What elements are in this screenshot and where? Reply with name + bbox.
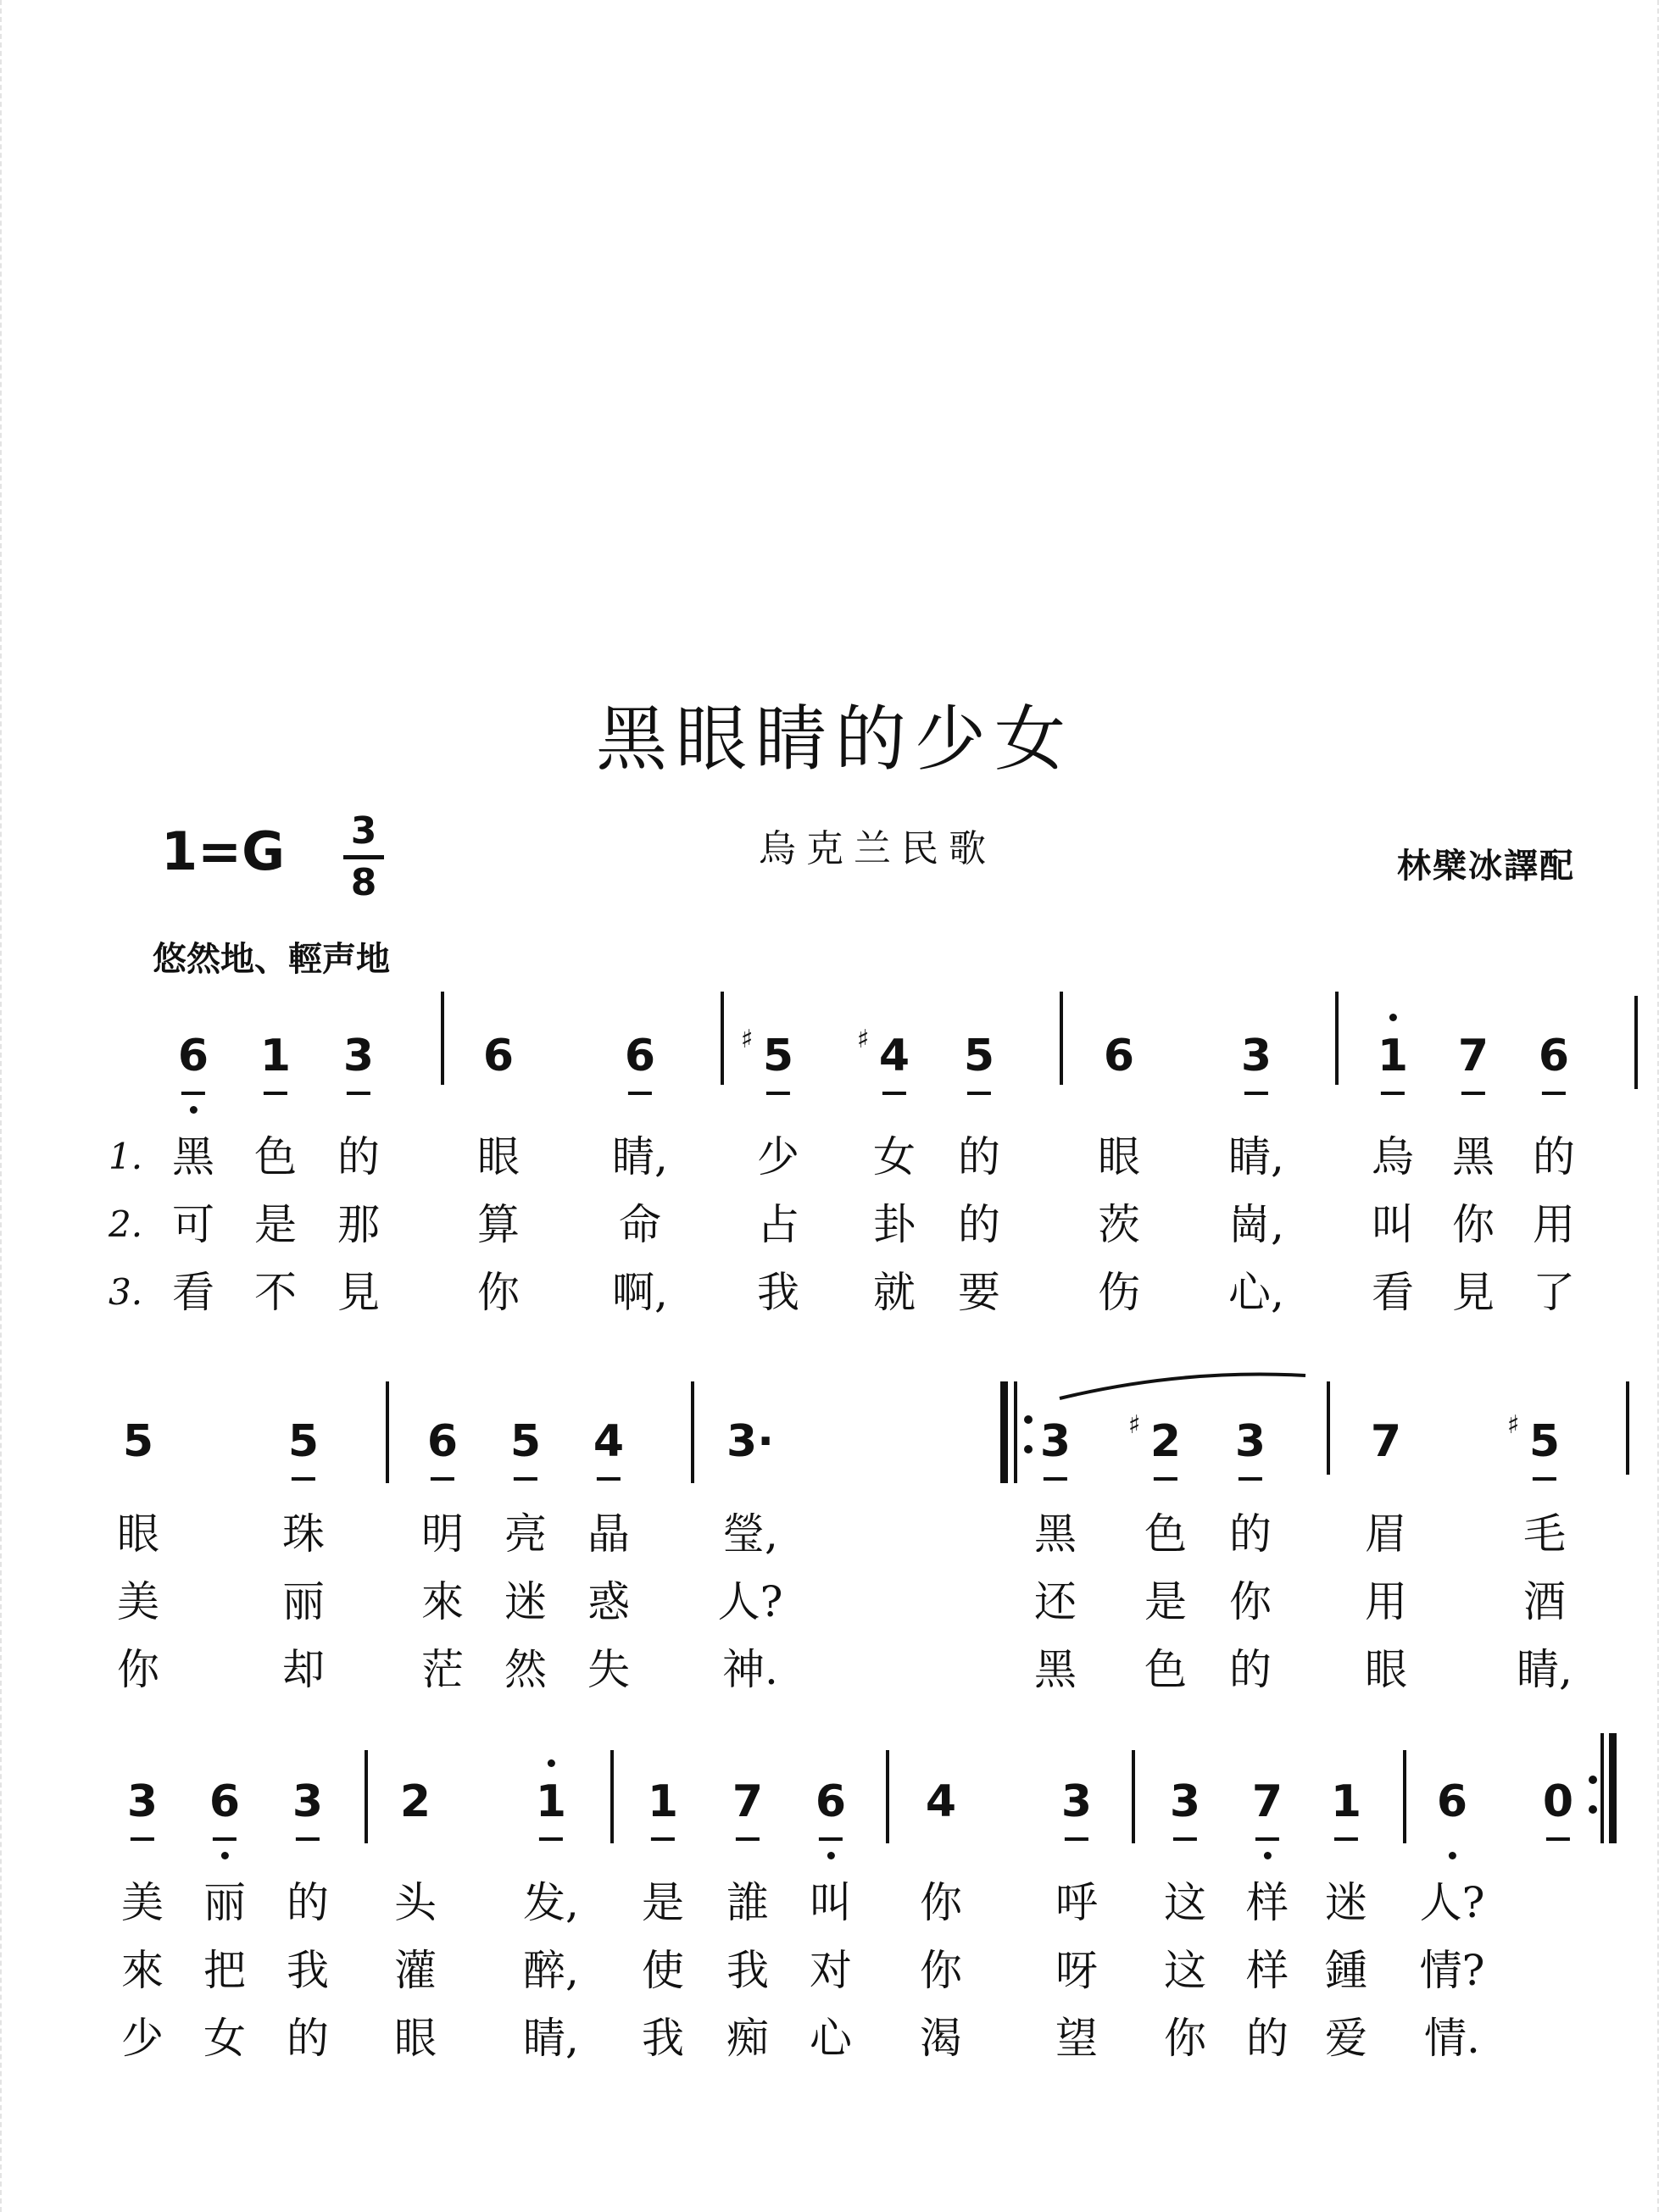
- note-digit: 6: [624, 1031, 656, 1081]
- lyric-syllable: 少: [757, 1132, 799, 1181]
- bar-line: [1403, 1750, 1406, 1843]
- note: [1103, 1031, 1135, 1081]
- note-digit: 6: [177, 1031, 209, 1081]
- left-edge-dashes: [0, 0, 10, 2212]
- lyric-syllable: 黑: [1034, 1645, 1077, 1694]
- lyric-syllable: 痴: [726, 2014, 769, 2063]
- lyric-syllable: 看: [172, 1268, 214, 1317]
- eighth-underline: [1381, 1092, 1405, 1095]
- lyric-syllable: 却: [282, 1645, 325, 1694]
- lyric-syllable: 呼: [1055, 1878, 1098, 1927]
- lyric-syllable: 你: [1229, 1577, 1272, 1626]
- lyric-syllable: 瑩,: [722, 1509, 778, 1559]
- repeat-dot: [1024, 1445, 1033, 1453]
- note-digit: 3: [342, 1031, 375, 1081]
- octave-low-dot: [190, 1106, 198, 1114]
- note: [287, 1416, 320, 1467]
- octave-low-dot: [221, 1852, 229, 1859]
- note-digit: 5: [122, 1416, 154, 1467]
- eighth-underline: [766, 1092, 790, 1095]
- note-digit: 6: [1436, 1776, 1468, 1827]
- lyric-syllable: 晶: [587, 1509, 630, 1559]
- lyric-syllable: 見: [337, 1268, 380, 1317]
- lyric-syllable: 眉: [1365, 1509, 1407, 1559]
- eighth-underline: [347, 1092, 370, 1095]
- sharp-sign: ♯: [1506, 1410, 1520, 1440]
- lyric-syllable: 了: [1533, 1268, 1575, 1317]
- lyric-syllable: 毛: [1523, 1509, 1566, 1559]
- lyric-syllable: 使: [642, 1946, 684, 1995]
- repeat-dot: [1589, 1805, 1597, 1814]
- eighth-underline: [882, 1092, 906, 1095]
- lyric-syllable: 的: [1246, 2014, 1289, 2063]
- lyric-syllable: 少: [121, 2014, 164, 2063]
- eighth-underline: [296, 1837, 320, 1841]
- note: [1127, 1410, 1182, 1467]
- lyric-syllable: 命: [619, 1200, 661, 1249]
- lyric-syllable: 就: [873, 1268, 916, 1317]
- eighth-underline: [1065, 1837, 1088, 1841]
- lyric-syllable: 情.: [1424, 2014, 1480, 2063]
- note-digit: 3: [292, 1776, 324, 1827]
- note: [342, 1031, 375, 1081]
- note: [177, 1031, 209, 1081]
- lyric-syllable: 你: [920, 1946, 962, 1995]
- meter-top: 3: [350, 809, 377, 853]
- right-edge-dashes: [1657, 0, 1667, 2212]
- bar-line: [1060, 992, 1063, 1085]
- note: [1377, 1031, 1409, 1081]
- note: [399, 1776, 431, 1827]
- octave-low-dot: [827, 1852, 835, 1859]
- lyric-syllable: 睛,: [1228, 1132, 1284, 1181]
- lyric-syllable: 你: [1452, 1200, 1495, 1249]
- verse-number: 2.: [109, 1203, 143, 1245]
- note: [1436, 1776, 1468, 1827]
- eighth-underline: [264, 1092, 287, 1095]
- bar-line: [1634, 996, 1638, 1089]
- note: [1542, 1776, 1574, 1827]
- lyric-syllable: 睛,: [612, 1132, 668, 1181]
- lyric-syllable: 是: [642, 1878, 684, 1927]
- bar-line: [386, 1381, 389, 1483]
- note: [1330, 1776, 1362, 1827]
- song-title: 黑眼睛的少女: [595, 698, 1074, 781]
- eighth-underline: [1044, 1477, 1067, 1481]
- note-digit: 2: [1150, 1416, 1182, 1467]
- note-digit: 2: [399, 1776, 431, 1827]
- repeat-dot: [1589, 1776, 1597, 1784]
- note: [209, 1776, 241, 1827]
- note: [259, 1031, 292, 1081]
- note: [856, 1025, 910, 1081]
- lyric-syllable: 見: [1452, 1268, 1495, 1317]
- eighth-underline: [1154, 1477, 1177, 1481]
- note: [1234, 1416, 1266, 1467]
- lyric-syllable: 人?: [717, 1577, 783, 1626]
- note-digit: 3: [1169, 1776, 1201, 1827]
- lyric-syllable: 女: [873, 1132, 916, 1181]
- lyric-syllable: 眼: [477, 1132, 520, 1181]
- lyric-syllable: 样: [1246, 1946, 1289, 1995]
- lyric-syllable: 明: [421, 1509, 464, 1559]
- sharp-sign: ♯: [740, 1025, 754, 1054]
- note-digit: 4: [878, 1031, 910, 1081]
- lyric-syllable: 爱: [1325, 2014, 1367, 2063]
- lyric-syllable: 神.: [722, 1645, 778, 1694]
- eighth-underline: [967, 1092, 991, 1095]
- sharp-sign: ♯: [856, 1025, 870, 1054]
- note-digit: 5: [509, 1416, 542, 1467]
- lyric-syllable: 烏: [1372, 1132, 1414, 1181]
- lyric-syllable: 把: [203, 1946, 246, 1995]
- repeat-end-thin: [1600, 1733, 1604, 1843]
- lyric-syllable: 睛,: [523, 2014, 579, 2063]
- eighth-underline: [514, 1477, 537, 1481]
- eighth-underline: [1542, 1092, 1566, 1095]
- note-digit: 3: [1240, 1031, 1272, 1081]
- lyric-syllable: 我: [642, 2014, 684, 2063]
- lyric-syllable: 的: [287, 2014, 329, 2063]
- note: [624, 1031, 656, 1081]
- note: [1457, 1031, 1489, 1081]
- lyric-syllable: 的: [1229, 1509, 1272, 1559]
- note-digit: 6: [815, 1776, 847, 1827]
- lyric-syllable: 黑: [1034, 1509, 1077, 1559]
- note-digit: 6: [209, 1776, 241, 1827]
- bar-line: [721, 992, 724, 1085]
- eighth-underline: [1239, 1477, 1262, 1481]
- lyric-syllable: 迷: [1325, 1878, 1367, 1927]
- lyric-syllable: 茨: [1098, 1200, 1140, 1249]
- bar-line: [1626, 1381, 1629, 1475]
- lyric-syllable: 看: [1372, 1268, 1414, 1317]
- eighth-underline: [1334, 1837, 1358, 1841]
- note-digit: 4: [593, 1416, 625, 1467]
- lyric-syllable: 我: [726, 1946, 769, 1995]
- lyric-syllable: 色: [1144, 1509, 1187, 1559]
- note: [726, 1416, 774, 1467]
- translator-credit: 林檗冰譯配: [1397, 846, 1575, 886]
- lyric-syllable: 可: [172, 1200, 214, 1249]
- bar-line: [1327, 1381, 1330, 1475]
- lyric-syllable: 惑: [587, 1577, 630, 1626]
- lyric-syllable: 的: [1229, 1645, 1272, 1694]
- bar-line: [1335, 992, 1339, 1085]
- note: [482, 1031, 515, 1081]
- lyric-syllable: 的: [958, 1200, 1000, 1249]
- note-digit: 1: [647, 1776, 679, 1827]
- lyric-syllable: 发,: [523, 1878, 579, 1927]
- lyric-syllable: 眼: [394, 2014, 437, 2063]
- lyric-syllable: 色: [254, 1132, 297, 1181]
- note: [593, 1416, 625, 1467]
- eighth-underline: [1244, 1092, 1268, 1095]
- eighth-underline: [431, 1477, 454, 1481]
- eighth-underline: [597, 1477, 621, 1481]
- bar-line: [1132, 1750, 1135, 1843]
- note-digit: 5: [762, 1031, 794, 1081]
- eighth-underline: [1546, 1837, 1570, 1841]
- eighth-underline: [651, 1837, 675, 1841]
- note-digit: 5: [287, 1416, 320, 1467]
- eighth-underline: [1461, 1092, 1485, 1095]
- eighth-underline: [1533, 1477, 1556, 1481]
- note-digit: 6: [426, 1416, 459, 1467]
- meter-bottom: 8: [350, 861, 377, 904]
- lyric-syllable: 渴: [920, 2014, 962, 2063]
- note: [815, 1776, 847, 1827]
- note-digit: 5: [1528, 1416, 1561, 1467]
- note-digit: 7: [1457, 1031, 1489, 1081]
- bar-line: [691, 1381, 694, 1483]
- lyric-syllable: 來: [121, 1946, 164, 1995]
- note-digit: 6: [1103, 1031, 1135, 1081]
- lyric-syllable: 然: [504, 1645, 547, 1694]
- eighth-underline: [1173, 1837, 1197, 1841]
- note: [963, 1031, 995, 1081]
- lyric-syllable: 你: [477, 1268, 520, 1317]
- verse-number: 3.: [109, 1271, 143, 1313]
- lyric-syllable: 亮: [504, 1509, 547, 1559]
- lyric-syllable: 叫: [810, 1878, 852, 1927]
- lyric-syllable: 心,: [1228, 1268, 1284, 1317]
- lyric-syllable: 茫: [421, 1645, 464, 1694]
- eighth-underline: [628, 1092, 652, 1095]
- lyric-syllable: 的: [337, 1132, 380, 1181]
- eighth-underline: [292, 1477, 315, 1481]
- note: [1240, 1031, 1272, 1081]
- lyric-syllable: 样: [1246, 1878, 1289, 1927]
- note: [925, 1776, 957, 1827]
- time-signature: [343, 809, 384, 905]
- note-digit: 1: [535, 1776, 567, 1827]
- song-origin: 烏克兰民歌: [759, 827, 996, 870]
- tempo-marking: 悠然地、輕声地: [153, 939, 390, 979]
- lyric-syllable: 你: [920, 1878, 962, 1927]
- lyric-syllable: 來: [421, 1577, 464, 1626]
- lyric-syllable: 头: [394, 1878, 437, 1927]
- note: [732, 1776, 764, 1827]
- lyric-syllable: 望: [1055, 2014, 1098, 2063]
- lyric-syllable: 崗,: [1228, 1200, 1284, 1249]
- note: [647, 1776, 679, 1827]
- lyric-syllable: 丽: [203, 1878, 246, 1927]
- note-digit: 3: [1039, 1416, 1072, 1467]
- lyric-syllable: 的: [958, 1132, 1000, 1181]
- lyric-syllable: 的: [287, 1878, 329, 1927]
- lyric-syllable: 用: [1533, 1200, 1575, 1249]
- note: [292, 1776, 324, 1827]
- octave-high-dot: [1389, 1014, 1397, 1021]
- note: [1060, 1776, 1093, 1827]
- octave-high-dot: [548, 1759, 555, 1767]
- lyric-syllable: 伤: [1098, 1268, 1140, 1317]
- note: [126, 1776, 159, 1827]
- note: [1169, 1776, 1201, 1827]
- lyric-syllable: 用: [1365, 1577, 1407, 1626]
- repeat-dot: [1024, 1415, 1033, 1424]
- lyric-syllable: 的: [1533, 1132, 1575, 1181]
- bar-line: [441, 992, 444, 1085]
- lyric-syllable: 那: [337, 1200, 380, 1249]
- eighth-underline: [736, 1837, 760, 1841]
- bar-line: [365, 1750, 368, 1843]
- lyric-syllable: 眼: [117, 1509, 159, 1559]
- note-digit: 3·: [726, 1416, 774, 1467]
- lyric-syllable: 女: [203, 2014, 246, 2063]
- lyric-syllable: 色: [1144, 1645, 1187, 1694]
- note-digit: 4: [925, 1776, 957, 1827]
- bar-line: [610, 1750, 614, 1843]
- eighth-underline: [213, 1837, 237, 1841]
- note-digit: 6: [1538, 1031, 1570, 1081]
- note: [1538, 1031, 1570, 1081]
- lyric-syllable: 灌: [394, 1946, 437, 1995]
- note-digit: 7: [1370, 1416, 1402, 1467]
- lyric-syllable: 你: [1164, 2014, 1206, 2063]
- note-digit: 3: [126, 1776, 159, 1827]
- lyric-syllable: 酒: [1523, 1577, 1566, 1626]
- key-signature: 1=G: [161, 820, 285, 882]
- lyric-syllable: 算: [477, 1200, 520, 1249]
- lyric-syllable: 你: [117, 1645, 159, 1694]
- lyric-syllable: 不: [254, 1268, 297, 1317]
- note-digit: 0: [1542, 1776, 1574, 1827]
- repeat-end-thick: [1609, 1733, 1617, 1843]
- eighth-underline: [181, 1092, 205, 1095]
- lyric-syllable: 啊,: [612, 1268, 668, 1317]
- repeat-bar-thin: [1014, 1381, 1017, 1483]
- lyric-syllable: 叫: [1372, 1200, 1414, 1249]
- note-digit: 7: [732, 1776, 764, 1827]
- lyric-syllable: 还: [1034, 1577, 1077, 1626]
- octave-low-dot: [1449, 1852, 1456, 1859]
- note: [1506, 1410, 1561, 1467]
- note-digit: 1: [1330, 1776, 1362, 1827]
- verse-number: 1.: [109, 1136, 143, 1177]
- lyric-syllable: 珠: [282, 1509, 325, 1559]
- lyric-syllable: 失: [587, 1645, 630, 1694]
- note: [1251, 1776, 1283, 1827]
- eighth-underline: [131, 1837, 154, 1841]
- note: [1039, 1416, 1072, 1467]
- lyric-syllable: 这: [1164, 1946, 1206, 1995]
- sharp-sign: ♯: [1127, 1410, 1141, 1440]
- eighth-underline: [1255, 1837, 1279, 1841]
- lyric-syllable: 卦: [873, 1200, 916, 1249]
- lyric-syllable: 我: [757, 1268, 799, 1317]
- note-digit: 1: [1377, 1031, 1409, 1081]
- lyric-syllable: 睛,: [1517, 1645, 1573, 1694]
- note: [509, 1416, 542, 1467]
- lyric-syllable: 黑: [1452, 1132, 1495, 1181]
- note: [535, 1776, 567, 1827]
- octave-low-dot: [1264, 1852, 1272, 1859]
- note-digit: 5: [963, 1031, 995, 1081]
- lyric-syllable: 我: [287, 1946, 329, 1995]
- lyric-syllable: 美: [117, 1577, 159, 1626]
- meter-divider: [343, 855, 384, 859]
- note: [426, 1416, 459, 1467]
- eighth-underline: [819, 1837, 843, 1841]
- note-digit: 7: [1251, 1776, 1283, 1827]
- slur-mark: [1055, 1369, 1310, 1403]
- lyric-syllable: 对: [810, 1946, 852, 1995]
- lyric-syllable: 人?: [1419, 1878, 1485, 1927]
- lyric-syllable: 占: [757, 1200, 799, 1249]
- lyric-syllable: 醉,: [523, 1946, 579, 1995]
- note-digit: 3: [1060, 1776, 1093, 1827]
- note-digit: 3: [1234, 1416, 1266, 1467]
- lyric-syllable: 要: [958, 1268, 1000, 1317]
- lyric-syllable: 呀: [1055, 1946, 1098, 1995]
- lyric-syllable: 迷: [504, 1577, 547, 1626]
- lyric-syllable: 誰: [726, 1878, 769, 1927]
- repeat-bar-thick: [1000, 1381, 1008, 1483]
- eighth-underline: [539, 1837, 563, 1841]
- lyric-syllable: 丽: [282, 1577, 325, 1626]
- lyric-syllable: 眼: [1098, 1132, 1140, 1181]
- lyric-syllable: 鍾: [1325, 1946, 1367, 1995]
- lyric-syllable: 情?: [1419, 1946, 1485, 1995]
- lyric-syllable: 是: [1144, 1577, 1187, 1626]
- note: [122, 1416, 154, 1467]
- note-digit: 6: [482, 1031, 515, 1081]
- lyric-syllable: 心: [810, 2014, 852, 2063]
- lyric-syllable: 这: [1164, 1878, 1206, 1927]
- bar-line: [886, 1750, 889, 1843]
- lyric-syllable: 眼: [1365, 1645, 1407, 1694]
- note: [740, 1025, 794, 1081]
- note-digit: 1: [259, 1031, 292, 1081]
- note: [1370, 1416, 1402, 1467]
- lyric-syllable: 是: [254, 1200, 297, 1249]
- lyric-syllable: 黑: [172, 1132, 214, 1181]
- lyric-syllable: 美: [121, 1878, 164, 1927]
